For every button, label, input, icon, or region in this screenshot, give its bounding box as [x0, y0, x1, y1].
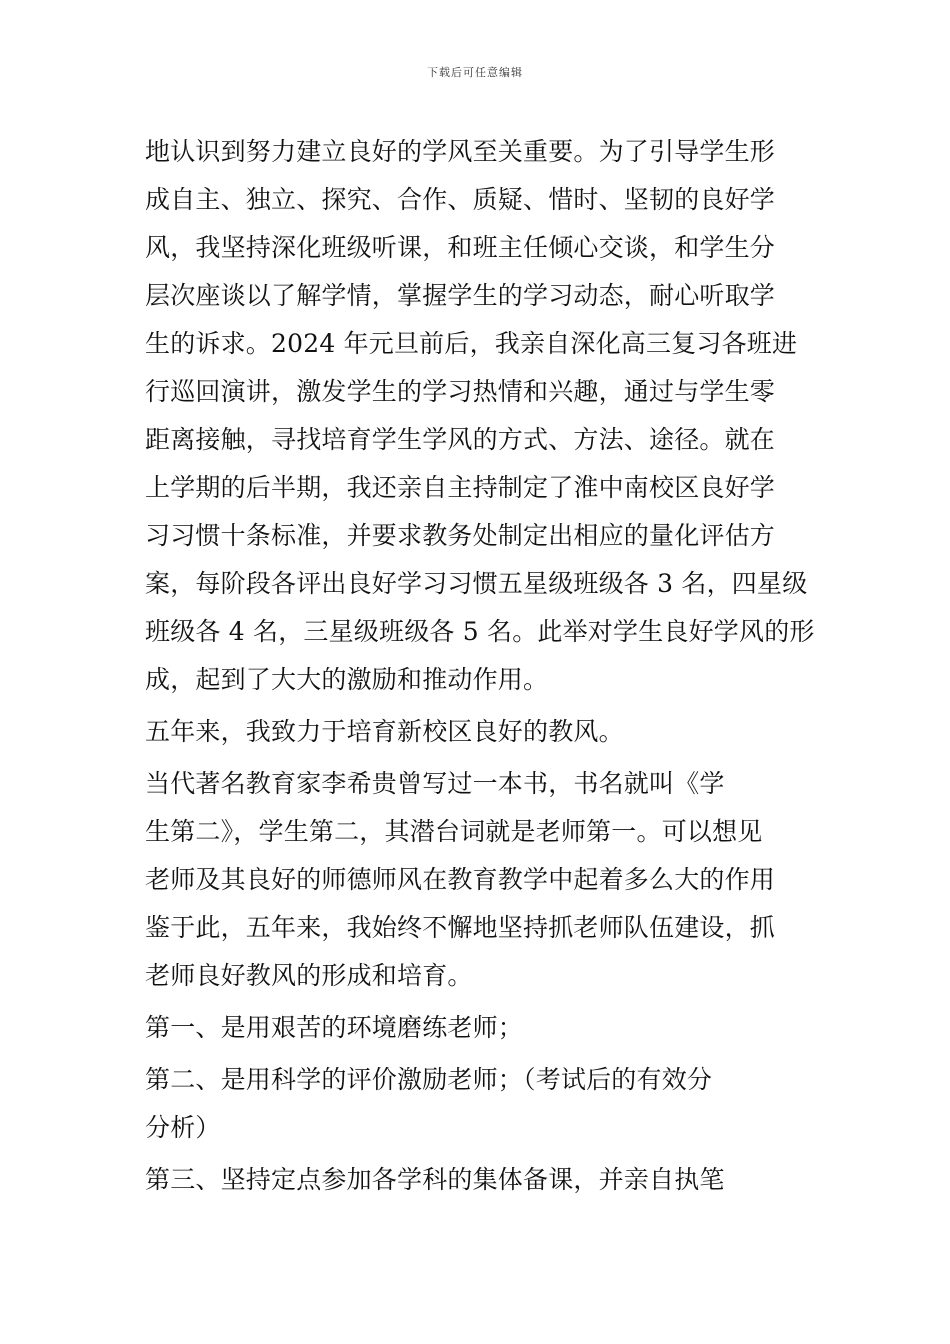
text-line: 生第二》，学生第二，其潜台词就是老师第一。可以想见 — [145, 817, 763, 846]
text-line: 老师及其良好的师德师风在教育教学中起着多么大的作用 — [145, 865, 776, 894]
page-header: 下载后可任意编辑 — [427, 66, 523, 79]
text-line: 班级各 4 名，三星级班级各 5 名。此举对学生良好学风的形 — [145, 617, 815, 646]
text-line: 行巡回演讲，激发学生的学习热情和兴趣，通过与学生零 — [145, 377, 776, 406]
text-line: 成，起到了大大的激励和推动作用。 — [145, 665, 549, 694]
text-line: 鉴于此，五年来，我始终不懈地坚持抓老师队伍建设，抓 — [145, 913, 776, 942]
text-line: 生的诉求。2024 年元旦前后，我亲自深化高三复习各班进 — [145, 329, 798, 358]
text-line: 第一、是用艰苦的环境磨练老师； — [145, 1013, 524, 1042]
text-line: 风，我坚持深化班级听课，和班主任倾心交谈，和学生分 — [145, 233, 776, 262]
text-line: 层次座谈以了解学情，掌握学生的学习动态，耐心听取学 — [145, 281, 776, 310]
text-line: 当代著名教育家李希贵曾写过一本书，书名就叫《学 — [145, 769, 725, 798]
text-line: 案，每阶段各评出良好学习习惯五星级班级各 3 名，四星级 — [145, 569, 808, 598]
text-line: 第三、坚持定点参加各学科的集体备课，并亲自执笔 — [145, 1165, 725, 1194]
text-line: 第二、是用科学的评价激励老师；（考试后的有效分 — [145, 1065, 713, 1094]
text-line: 五年来，我致力于培育新校区良好的教风。 — [145, 717, 624, 746]
text-line: 距离接触，寻找培育学生学风的方式、方法、途径。就在 — [145, 425, 776, 454]
text-line: 成自主、独立、探究、合作、质疑、惜时、坚韧的良好学 — [145, 185, 776, 214]
text-line: 地认识到努力建立良好的学风至关重要。为了引导学生形 — [145, 137, 776, 166]
body-text — [145, 128, 815, 1204]
text-line: 分析） — [145, 1113, 221, 1142]
text-line: 上学期的后半期，我还亲自主持制定了淮中南校区良好学 — [145, 473, 776, 502]
text-line: 习习惯十条标准，并要求教务处制定出相应的量化评估方 — [145, 521, 776, 550]
text-line: 老师良好教风的形成和培育。 — [145, 961, 473, 990]
